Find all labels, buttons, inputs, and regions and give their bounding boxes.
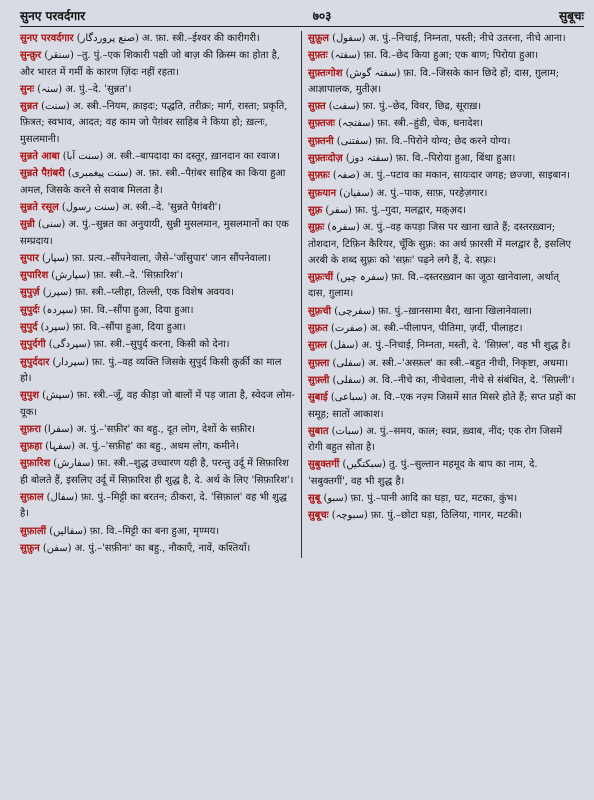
definition: (سفت) फ़ा. पुं.–छेद, विवर, छिद्र, सूराख़।	[325, 101, 482, 113]
headword: सुपुर्द	[20, 322, 38, 334]
headword: सुबू	[308, 493, 321, 505]
header-last-word: सुबूचः	[558, 8, 584, 23]
definition: (سپردار) फ़ा. पुं.–वह व्यक्ति जिसके सुपुर्द किसी क़ुर्क़ी का माल हो।	[20, 356, 282, 384]
left-column	[20, 31, 302, 558]
dictionary-entry	[308, 508, 578, 524]
definition: (سفرچی) फ़ा. पुं.–ख़ानसामा बैरा, खाना खिलानेवाला।	[331, 305, 533, 317]
definition: (سپردہ) फ़ा. वि.–सौंपा हुआ, दिया हुआ।	[39, 304, 194, 316]
definition: (سفلی) अ. स्त्री.–'अस्फ़ल' का स्त्री.–बहुत नीची, निकृष्टा, अधमा।	[329, 357, 569, 369]
dictionary-entry	[20, 268, 295, 284]
dictionary-entry	[308, 134, 578, 150]
definition: (صفہ) अ. पुं.–पटाव का मकान, सायःदार जगह; छज्जा, साइबान।	[329, 170, 571, 182]
headword: सुफ़्त	[308, 101, 326, 113]
dictionary-entry	[20, 166, 295, 199]
definition: (سباعی) अ. वि.–एक नज़्म जिसमें सात मिसरे होते हैं; सप्त प्रहों का समूह; सातों आकाश।	[308, 392, 576, 420]
dictionary-entry	[308, 186, 578, 202]
definition: (سنی) अ. पुं.–सुन्नत का अनुयायी, सुन्नी मुसलमान, मुसलमानों का एक सम्प्रदाय।	[20, 219, 289, 247]
headword: सुफ़हा	[20, 441, 43, 453]
definition: (سفہا) अ. पुं.–'सफ़ीह' का बहु., अधम लोग, कमीने।	[42, 441, 239, 453]
dictionary-entry	[308, 220, 578, 269]
definition: (سفیان) अ. पुं.–पाक, साफ़, परहेज़गार।	[336, 187, 488, 199]
headword: सुपार	[20, 252, 39, 264]
definition: (سفتہ دوز) फ़ा. वि.–पिरोया हुआ, बिंधा हुआ।	[342, 153, 516, 165]
headword: सुफ़रा	[20, 423, 41, 435]
headword: सुफ़ालीं	[20, 525, 47, 537]
definition: (سپارش) फ़ा. स्त्री.–दे. 'सिफ़ारिश'।	[48, 270, 184, 282]
header-first-word: सुनए परवर्दगार	[20, 8, 86, 23]
headword: सुफ़्ल	[308, 340, 327, 352]
headword: सुबात	[308, 425, 329, 437]
definition: (سفتہ) फ़ा. वि.–छेद किया हुआ; एक बाण; पिरोया हुआ।	[327, 50, 539, 62]
dictionary-entry	[308, 390, 578, 423]
headword: सुन्नते पैग़ंबरी	[20, 168, 65, 180]
definition: (سفل) अ. पुं.–निचाई, निम्नता, मस्ती, दे. 'सिफ़्ल', वह भी शुद्ध है।	[326, 340, 571, 352]
definition: (سفتہ گوش) फ़ा. वि.–जिसके कान छिदे हों; दास, ग़ुलाम; आज्ञापालक, मुतीअ़।	[308, 67, 560, 95]
headword: सुफ़यान	[308, 187, 337, 199]
dictionary-entry	[20, 388, 295, 421]
definition: (صنع پروردگار) अ. फ़ा. स्त्री.–ईश्वर की कारीगरी।	[73, 33, 260, 44]
headword: सुफ़्तःदोज़	[308, 153, 343, 165]
right-column	[302, 31, 584, 558]
dictionary-entry	[308, 99, 578, 115]
headword: सुपुर्दः	[20, 304, 40, 316]
columns	[20, 31, 584, 558]
headword: सुफ़्र	[308, 204, 323, 216]
dictionary-entry	[308, 338, 578, 354]
headword: सुपारिश	[20, 270, 49, 282]
dictionary-entry	[308, 424, 578, 457]
definition: (سبکتگیں) तु. पुं.–सुल्तान महमूद के बाप का नाम, दे. 'सबुक्तगीं', वह भी शुद्ध है।	[308, 459, 538, 487]
dictionary-entry	[20, 355, 295, 388]
dictionary-entry	[308, 151, 578, 167]
dictionary-entry	[20, 320, 295, 336]
headword: सुफ़्तः	[308, 50, 328, 62]
page-header	[20, 6, 584, 27]
definition: (سنہ) अ. पुं.–दे. 'सुन्नत'।	[34, 83, 132, 95]
headword: सुफ़्रःचीं	[308, 272, 334, 284]
headword: सुबूचः	[308, 510, 329, 522]
headword: सुफ़्तनी	[308, 135, 334, 147]
dictionary-entry	[20, 149, 295, 165]
definition: (سفتجہ) फ़ा. स्त्री.–हुंडी, चेक, धनादेश।	[334, 118, 484, 130]
dictionary-entry	[308, 457, 578, 490]
headword: सुपुश	[20, 390, 39, 402]
dictionary-entry	[20, 200, 295, 216]
definition: (سنت آبا) अ. स्त्री.–बापदादा का दस्तूर, ख़ानदान का रवाज।	[59, 151, 280, 163]
headword: सुपुर्ज़	[20, 287, 40, 299]
definition: (سفالیں) फ़ा. वि.–मिट्टी का बना हुआ, मृण्मय।	[46, 525, 220, 537]
headword: सुफ़्रत	[308, 323, 328, 335]
dictionary-entry	[20, 456, 295, 489]
headword: सुनः	[20, 83, 35, 95]
headword: सुन्नी	[20, 219, 35, 231]
definition: (سنت پیغمبری) अ. फ़ा. स्त्री.–पैग़ंबर साहिब का किया हुआ अमल, जिसके करने से सवाब मिलता है।	[20, 168, 286, 196]
headword: सुपुर्दगी	[20, 339, 46, 351]
headword: सुन्नते रसूल	[20, 201, 59, 213]
headword: सुफ़्रची	[308, 305, 332, 317]
dictionary-entry	[308, 304, 578, 320]
definition: (سپردگی) फ़ा. स्त्री.–सुपुर्द करना, किसी को देना।	[45, 339, 230, 351]
page-number: ७०३	[312, 8, 332, 23]
headword: सुन्नत	[20, 101, 38, 113]
headword: सुबुक्तगीं	[308, 459, 340, 471]
dictionary-entry	[308, 168, 578, 184]
definition: (سفرہ) अ. पुं.–वह कपड़ा जिस पर खाना खाते हैं; दस्तरख़्वान; तोशदान, टिफ़िन कैरियर, चूँकि सुफ़्र: का अर्थ फ़ारसी में मलद्वार है, इसलिए अरबी के शब्द सुफ़्रः को 'सफ़्रः' पढ़ने लगे हैं, दे. सफ़्रः।	[308, 222, 571, 266]
dictionary-entry	[20, 82, 295, 98]
dictionary-entry	[20, 48, 295, 81]
definition: (سبوچہ) फ़ा. पुं.–छोटा घड़ा, ठिलिया, गागर, मटकी।	[328, 510, 522, 522]
definition: (سفرا) अ. पुं.–'सफ़ीर' का बहु., दूत लोग, देशों के सफ़ीर।	[40, 423, 256, 435]
headword: सुबाई	[308, 392, 328, 404]
definition: (سنقر) –तु. पुं.–एक शिकारी पक्षी जो बाज़ की क़िस्म का होता है, और भारत में गर्मी के कारण ज़िंदः नहीं रहता।	[20, 50, 280, 78]
dictionary-entry	[308, 373, 578, 389]
dictionary-entry	[20, 337, 295, 353]
definition: (سفن) अ. पुं.–'सफ़ीनः' का बहु., नौकाएँ, नावें, कश्तियाँ।	[39, 542, 251, 554]
definition: (سفال) फ़ा. पुं.–मिट्टी का बरतन; ठीकरा, दे. 'सिफ़ाल' वह भी शुद्ध है।	[20, 492, 287, 520]
definition: (سپش) फ़ा. स्त्री.–जूँ, वह कीड़ा जो बालों में पड़ जाता है, स्वेदज लोम-यूक।	[20, 390, 295, 418]
definition: (سفرہ چیں) फ़ा. वि.–दस्तरख़्वान का जूठा खानेवाला, अर्थात् दास, ग़ुलाम।	[308, 272, 559, 300]
definition: (سفتنی) फ़ा. वि.–पिरोने योग्य; छेद करने योग्य।	[333, 135, 511, 147]
definition: (سبو) फ़ा. पुं.–पानी आदि का घड़ा, घट, मटका, कुंभ।	[320, 493, 518, 505]
definition: (صفرت) अ. स्त्री.–पीलापन, पीतिमा, ज़र्दी, पीलाहट।	[327, 323, 523, 335]
dictionary-entry	[308, 66, 578, 99]
dictionary-entry	[20, 541, 295, 557]
headword: सुफ़्ला	[308, 357, 330, 369]
definition: (سنت) अ. स्त्री.–नियम, क़ाइदः; पद्धति, तरीक़ः; मार्ग, रास्ता; प्रकृति, फ़ित्रत; स्वभाव, आदत; वह काम जो पैग़ंबर साहिब ने किया हो; ख़त्नः, मुसलमानी।	[20, 101, 288, 145]
headword: सुपुर्ददार	[20, 356, 50, 368]
dictionary-entry	[20, 303, 295, 319]
definition: (سفارش) फ़ा. स्त्री.–शुद्ध उच्चारण यही है, परन्तु उर्दू में सिफ़ारिश ही बोलते हैं, इसलिए उर्दू में सिफ़ारिश ही शुद्ध है, दे. अर्थ के लिए 'सिफ़ारिश'।	[20, 458, 294, 486]
headword: सुनए परवर्दगार	[20, 33, 74, 44]
dictionary-entry	[20, 439, 295, 455]
headword: सुफ़्तःगोश	[308, 67, 343, 79]
dictionary-entry	[20, 285, 295, 301]
definition: (سپرد) फ़ा. वि.–सौंपा हुआ, दिया हुआ।	[37, 322, 186, 334]
definition: (سبات) अ. पुं.–समय, काल; स्वप्न, ख़्वाब, नींद; एक रोग जिसमें रोगी बहुत सोता है।	[308, 425, 563, 454]
dictionary-entry	[308, 356, 578, 372]
dictionary-entry	[308, 116, 578, 132]
dictionary-entry	[308, 203, 578, 219]
definition: (سفلی) अ. वि.–नीचे का, नीचेवाला, नीचे से संबंधित, दे. 'सिफ़्ली'।	[329, 374, 575, 386]
headword: सुफ़ुन	[20, 542, 40, 554]
dictionary-entry	[308, 48, 578, 64]
definition: (سفر) फ़ा. पुं.–गुदा, मलद्वार, मक़्अ़द।	[322, 204, 466, 216]
dictionary-entry	[20, 251, 295, 267]
headword: सुन्नते आबा	[20, 151, 60, 163]
headword: सुफ़ाल	[20, 492, 44, 504]
dictionary-entry	[20, 490, 295, 523]
definition: (سپار) फ़ा. प्रत्य.–सौंपनेवाला, जैसे–'जाँसुपार' जान सौंपनेवाला।	[38, 252, 271, 264]
definition: (سنت رسول) अ. स्त्री.–दे. 'सुन्नते पैग़ंबरी'।	[58, 201, 222, 213]
dictionary-entry	[20, 99, 295, 148]
headword: सुफ़ूल	[308, 33, 329, 44]
definition: (سفول) अ. पुं.–निचाई, निम्नता, पस्ती; नीचे उतरना, नीचे आना।	[329, 33, 566, 44]
headword: सुफ़्रः	[308, 222, 325, 234]
dictionary-entry	[308, 491, 578, 507]
dictionary-entry	[308, 31, 578, 47]
dictionary-entry	[308, 270, 578, 303]
headword: सुन्क़ुर	[20, 50, 42, 62]
dictionary-entry	[20, 217, 295, 250]
dictionary-entry	[20, 31, 295, 47]
headword: सुफ़्फ़ः	[308, 170, 330, 182]
headword: सुफ़्ली	[308, 374, 330, 386]
dictionary-entry	[20, 422, 295, 438]
headword: सुफ़ारिश	[20, 458, 51, 470]
dictionary-entry	[20, 524, 295, 540]
headword: सुफ़्तजः	[308, 118, 335, 130]
dictionary-entry	[308, 321, 578, 337]
definition: (سپرز) फ़ा. स्त्री.–प्लीहा, तिल्ली, एक विशेष अवयव।	[39, 287, 234, 299]
